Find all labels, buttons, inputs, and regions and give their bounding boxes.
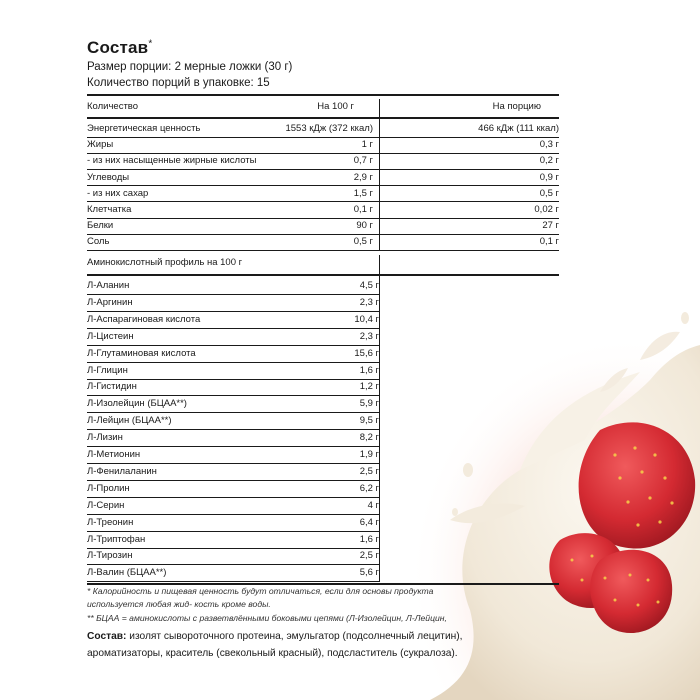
amino-value: 4,5 г [359,280,379,291]
amino-name: Л-Валин (БЦАА**) [87,567,167,579]
table-row [87,186,559,203]
amino-name: Л-Метионин [87,449,141,460]
amino-value: 1,6 г [359,533,379,545]
table-row [87,329,379,346]
header-per-serving: На порцию [492,101,541,112]
table-row [87,565,379,582]
nutrient-per-100g: 1,5 г [353,187,373,199]
nutrient-per-serving: 0,5 г [539,187,559,199]
amino-name: Л-Гистидин [87,381,137,393]
amino-value: 1,2 г [359,381,379,393]
table-row [87,234,559,251]
table-row [87,464,379,481]
table-row [87,481,379,498]
table-row [87,295,379,312]
row-divider [87,581,379,582]
table-row [87,515,379,532]
amino-heading: Аминокислотный профиль на 100 г [87,257,243,268]
nutrient-name: Энергетическая ценность [87,123,201,134]
nutrient-per-serving: 0,2 г [539,155,559,167]
footnote-bcaa: ** БЦАА = аминокислоты с разветвлёнными боковыми цепями (Л-Изолейцин, Л-Лейцин, [87,613,447,623]
composition-line-2: ароматизаторы, краситель (свекольный красный), подсластитель (сукралоза). [87,648,458,659]
amino-value: 2,5 г [359,465,379,477]
amino-name: Л-Серин [87,499,125,511]
nutrient-per-100g: 2,9 г [353,171,373,183]
amino-name: Л-Лизин [87,432,123,444]
amino-value: 5,9 г [359,398,379,410]
table-row [87,153,559,170]
divider [87,94,559,96]
amino-value: 5,6 г [359,567,379,579]
amino-value: 4 г [367,499,379,511]
amino-value: 2,5 г [359,550,379,562]
nutrient-per-serving: 0,3 г [539,139,559,151]
amino-name: Л-Пролин [87,482,130,494]
nutrient-per-serving: 0,02 г [534,204,559,215]
table-header [87,99,559,116]
table-row [87,346,379,363]
column-divider [379,99,380,251]
header-quantity: Количество [87,101,139,112]
amino-value: 1,6 г [359,364,379,376]
nutrient-name: Углеводы [87,171,130,183]
amino-value: 6,4 г [359,516,379,528]
divider [87,117,559,119]
table-row [87,447,379,464]
amino-name: Л-Фенилаланин [87,465,157,477]
nutrient-per-100g: 0,1 г [353,204,373,215]
divider [87,274,559,276]
amino-value: 9,5 г [359,415,379,427]
nutrient-per-serving: 0,1 г [539,236,559,248]
nutrient-per-serving: 27 г [542,220,559,232]
amino-name: Л-Аланин [87,280,130,291]
servings-per-pack: Количество порций в упаковке: 15 [87,77,270,89]
footnote-calories-cont: используется любая жид- кость кроме воды. [87,599,271,609]
amino-name: Л-Глутаминовая кислота [87,347,196,359]
table-row [87,278,379,295]
nutrient-per-serving: 0,9 г [539,171,559,183]
serving-size: Размер порции: 2 мерные ложки (30 г) [87,61,293,73]
amino-value: 1,9 г [359,449,379,460]
table-row [87,218,559,235]
table-row [87,413,379,430]
table-row [87,121,559,138]
nutrient-per-100g: 1 г [361,139,373,151]
divider [87,583,559,585]
nutrient-per-serving: 466 кДж (111 ккал) [478,123,559,134]
amino-value: 2,3 г [359,330,379,342]
nutrient-name: - из них насыщенные жирные кислоты [87,155,257,167]
table-row [87,430,379,447]
amino-heading-row [87,255,559,272]
table-row [87,498,379,515]
amino-value: 8,2 г [359,432,379,444]
table-row [87,137,559,154]
nutrient-name: Жиры [87,139,114,151]
table-row [87,396,379,413]
table-row [87,379,379,396]
amino-name: Л-Тирозин [87,550,133,562]
nutrient-per-100g: 0,5 г [353,236,373,248]
table-row [87,202,559,219]
amino-name: Л-Цистеин [87,330,134,342]
nutrient-name: Соль [87,236,110,248]
amino-name: Л-Аспарагиновая кислота [87,313,201,325]
table-row [87,548,379,565]
column-divider [379,255,380,582]
nutrient-name: Белки [87,220,114,232]
table-row [87,363,379,380]
amino-name: Л-Аргинин [87,296,133,308]
nutrient-per-100g: 90 г [356,220,373,232]
row-divider [87,250,559,251]
amino-name: Л-Глицин [87,364,128,376]
amino-name: Л-Лейцин (БЦАА**) [87,415,172,427]
amino-name: Л-Треонин [87,516,134,528]
nutrient-per-100g: 1553 кДж (372 ккал) [285,123,373,134]
table-row [87,312,379,329]
amino-name: Л-Триптофан [87,533,146,545]
nutrient-name: Клетчатка [87,204,132,215]
footnote-calories: * Калорийность и пищевая ценность будут отличаться, если для основы продукта [87,586,434,596]
amino-value: 6,2 г [359,482,379,494]
nutrient-name: - из них сахар [87,187,149,199]
nutrient-per-100g: 0,7 г [353,155,373,167]
table-row [87,532,379,549]
amino-value: 10,4 г [354,313,379,325]
page-title: Состав* [87,38,153,57]
composition-line-1: Состав: изолят сывороточного протеина, эмульгатор (подсолнечный лецитин), [87,631,463,642]
amino-value: 15,6 г [354,347,379,359]
table-row [87,170,559,187]
amino-value: 2,3 г [359,296,379,308]
amino-name: Л-Изолейцин (БЦАА**) [87,398,187,410]
header-per-100g: На 100 г [317,101,354,112]
